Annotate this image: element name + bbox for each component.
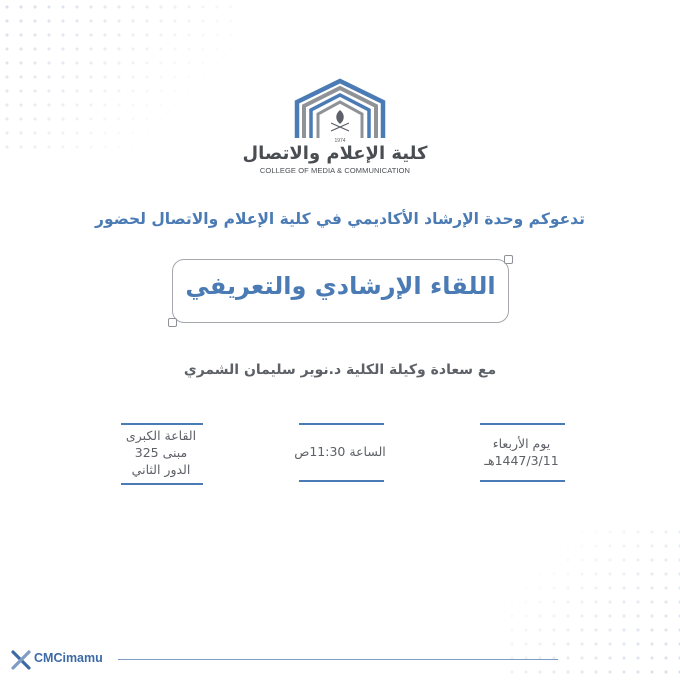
event-day: يوم الأربعاء [492, 436, 551, 451]
divider [299, 423, 384, 425]
invitation-line: تدعوكم وحدة الإرشاد الأكاديمي في كلية الإعلام والاتصال لحضور [95, 210, 585, 228]
event-time: الساعة 11:30ص [294, 444, 386, 459]
footer-rule [118, 659, 558, 660]
seal-year: 1974 [334, 138, 346, 144]
frame-corner-square-icon [168, 318, 177, 327]
dot-pattern-bottom-right [505, 525, 680, 680]
event-title: اللقاء الإرشادي والتعريفي [185, 272, 496, 300]
college-logo-icon [294, 78, 386, 148]
seal-emblem [331, 110, 349, 131]
divider [480, 480, 565, 482]
venue-hall: القاعة الكبرى [125, 428, 197, 443]
dot-pattern-top-left [0, 0, 240, 150]
venue-block [116, 427, 206, 478]
venue-building: مبنى 325 [134, 445, 188, 460]
brand-handle: CMCimamu [34, 651, 103, 665]
date-block [474, 435, 569, 469]
venue-floor: الدور الثاني [131, 462, 191, 477]
divider [480, 423, 565, 425]
divider [299, 480, 384, 482]
divider [121, 423, 203, 425]
time-block [290, 443, 390, 460]
college-name-english: COLLEGE OF MEDIA & COMMUNICATION [259, 166, 411, 175]
host-line: مع سعادة وكيلة الكلية د.نوير سليمان الشمري [183, 362, 497, 378]
college-name-arabic: كلية الإعلام والاتصال [242, 143, 428, 164]
event-title-frame [172, 259, 509, 323]
event-date: 1447/3/11هـ [484, 453, 559, 468]
x-logo-icon [10, 649, 32, 671]
divider [121, 483, 203, 485]
frame-corner-square-icon [504, 255, 513, 264]
